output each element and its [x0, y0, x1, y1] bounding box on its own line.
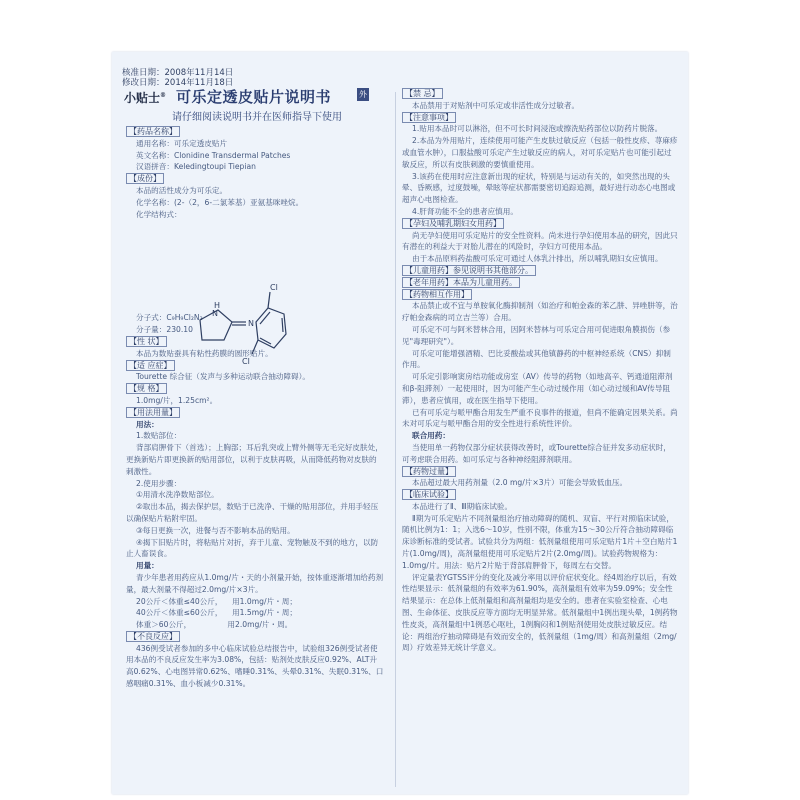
dosage-row: 20公斤＜体重≤40公斤， 用1.0mg/片・周；: [136, 596, 297, 606]
overdose-text: 本品超过最大用药剂量（2.0 mg/片×3片）可能会导致低血压。: [412, 478, 628, 488]
caution-item: 3.该药在使用时应注意新出现的症状，特别是与运动有关的，如突然出现的头晕、昏厥感，过度鼓噪，晕眩等症状都需要密切追踪追测，最好进行动态心电图或超声心电图检查。: [402, 171, 676, 205]
specification-text: 1.0mg/片，1.25cm²。: [136, 395, 218, 405]
left-column: [126, 126, 384, 690]
external-use-badge: 外: [359, 90, 367, 99]
approval-date: 核准日期：2008年11月14日: [122, 68, 234, 78]
composition-text: 本品的活性成分为可乐定。: [136, 185, 228, 195]
aromatic-bond: [282, 318, 283, 332]
revision-date: 修改日期：2014年11月18日: [122, 78, 234, 88]
section-drug-name: 【药品名称】: [126, 126, 384, 138]
adverse-text: 436例受试者参加的多中心临床试验总结报告中，试验组326例受试者使用本品的不良反应发生率为3.08%，包括：贴剂处皮肤反应0.92%、ALT升高0.62%、心电图异常0.62%、嗜睡0.31%、头晕0.31%、失眠0.31%、口感咽痛0.31%、血小板减少0.31%。: [126, 643, 384, 689]
interaction-text: 本品禁止或不宜与单胺氧化酶抑制剂（如治疗和帕金森的苯乙肼、异唑肼等，治疗帕金森病的司立吉兰等）合用。: [402, 301, 678, 323]
usage-step: ①用清水洗净数贴部位。: [136, 490, 219, 500]
section-overdose: 【药物过量】: [402, 466, 678, 478]
section-geriatric: 【老年用药】本品为儿童用药。: [402, 277, 678, 289]
indication-text: Tourette 综合征（发声与多种运动联合抽动障碍）。: [136, 372, 310, 382]
section-clinical-trials: 【临床试验】: [402, 489, 678, 501]
caution-item: 2.本品为外用贴片，连续使用可能产生皮肤过敏反应（包括一般性皮疹、荨麻疹或血管水肿），口服盐酸可乐定产生过敏反应的病人，对可乐定贴片也可能引起过敏反应，所以有皮肤刺激的要慎重使用。: [402, 136, 678, 169]
aromatic-bond: [260, 312, 270, 324]
document-subtitle: 请仔细阅读说明书并在医师指导下使用: [172, 112, 342, 123]
imine-nitrogen-label: N: [248, 319, 254, 328]
pregnancy-text: 由于本品原料药盐酸可乐定可通过人体乳汁排出，所以哺乳期妇女应慎用。: [412, 254, 663, 264]
section-contraindication: 【禁 忌】: [402, 88, 678, 100]
nh-hydrogen-label: H: [214, 301, 221, 310]
structure-label: 化学结构式：: [136, 209, 182, 219]
section-indication: 【适 应症】: [126, 360, 384, 372]
molecular-formula: 分子式：C₉H₉Cl₂N₃: [136, 313, 203, 323]
section-composition: 【成份】: [126, 173, 384, 185]
trial-text: 本品进行了Ⅱ、Ⅲ期临床试验。: [412, 501, 513, 511]
usage-heading: 用法：: [136, 419, 159, 429]
section-appearance: 【性 状】: [126, 336, 384, 348]
usage-step: ③每日更换一次，进餐与否不影响本品的贴用。: [136, 525, 295, 535]
chlorine-bond: [268, 292, 270, 308]
usage-step: 1.数贴部位：: [136, 431, 182, 441]
usage-step: ④揭下旧贴片时，将粘贴片对折，弃于儿童、宠物触及不到的地方，以防止人畜误食。: [126, 537, 379, 559]
chlorine-bond: [252, 340, 258, 354]
right-column: [402, 88, 678, 654]
caution-item: 1.贴用本品时可以淋浴，但不可长时间浸泡或擦洗贴药部位以防药片脱落。: [412, 124, 663, 134]
trial-text: 评定量表YGTSS评分的变化及减分率用以评价症状变化。经4周治疗以后，有效性结果显示：低剂量组的有效率为61.90%，高剂量组有效率为59.09%；安全性结果显示：在总体上低剂量组和高剂量组均是安全的。患者在实验室检查、心电图、生命体征、皮肤反应等方面均无明显异常。低剂量组中1例出现头晕，1例药物性皮炎，高剂量组中1例恶心呕吐，1例胸闷和1例贴剂使用处皮肤过敏反应。结论：两组治疗抽动障碍是有效而安全的，低剂量组（1mg/周）和高剂量组（2mg/周）疗效差异无统计学意义。: [402, 572, 678, 653]
pinyin-name: 汉语拼音：Keledingtoupi Tiepian: [136, 162, 256, 172]
column-divider: [395, 92, 396, 787]
section-specification: 【规 格】: [126, 383, 384, 395]
caution-item: 4.肝肾功能不全的患者应慎用。: [412, 206, 518, 216]
section-pediatric: 【儿童用药】参见说明书其他部分。: [402, 265, 678, 277]
section-cautions: 【注意事项】: [402, 112, 678, 124]
contraindication-text: 本品禁用于对贴剂中可乐定或非活性成分过敏者。: [412, 100, 580, 110]
usage-step: 2.使用步骤：: [136, 478, 182, 488]
ring-nitrogen-label: N: [212, 309, 218, 318]
dosage-heading: 用量：: [136, 561, 159, 571]
brand-name: 小贴士: [124, 91, 161, 105]
chlorine-label-top: Cl: [270, 283, 278, 292]
combination-text: 当使用单一药物仅部分症状获得改善时，或Tourette综合征并发多动症状时，可考虑联合用药。如可乐定与各种神经阻滞剂联用。: [402, 442, 671, 464]
dosage-row: 体重＞60公斤， 用2.0mg/片・周。: [136, 620, 293, 630]
brand-logo: [124, 89, 166, 106]
document-title: 可乐定透皮贴片说明书: [176, 88, 332, 106]
generic-name: 通用名称：可乐定透皮贴片: [136, 138, 228, 148]
english-name: 英文名称：Clonidine Transdermal Patches: [136, 150, 291, 160]
chemical-name: 化学名称：(2-（2，6-二氯苯基）亚氨基咪唑烷。: [136, 197, 304, 207]
usage-step: ②取出本品，揭去保护层，数贴于已洗净、干燥的贴用部位，并用手轻压以确保贴片粘附牢固。: [126, 502, 379, 523]
molecular-weight: 分子量：230.10: [136, 325, 193, 335]
section-adverse: 【不良反应】: [126, 631, 384, 643]
interaction-text: 已有可乐定与哌甲酯合用发生严重不良事件的报道，但尚不能确定因果关系。尚未对可乐定与哌甲酯合用的安全性进行系统性评价。: [402, 407, 678, 429]
section-interactions: 【药物相互作用】: [402, 289, 678, 301]
interaction-text: 可乐定不可与阿米替林合用，因阿米替林与可乐定合用可促进眼角膜损伤（参见"毒理研究"）。: [402, 324, 671, 346]
chemical-structure: [186, 278, 296, 370]
section-usage: 【用法用量】: [126, 407, 384, 419]
pregnancy-text: 尚无孕妇使用可乐定贴片的安全性资料。尚未进行孕妇使用本品的研究，因此只有潜在的利益大于对胎儿潜在的风险时，孕妇方可使用本品。: [402, 230, 678, 252]
chlorine-label-bottom: Cl: [242, 357, 250, 366]
trial-text: Ⅱ期为可乐定贴片不同剂量组治疗抽动障碍的随机、双盲、平行对照临床试验，随机比例为1：1；入选6～10岁，性别不限，体重为15～30公斤符合抽动障碍临床诊断标准的受试者。试验共分为两组：低剂量组使用可乐定贴片1片＋空白贴片1片(1.0mg/周)，高剂量组使用可乐定贴片2片(2.0mg/周)。试验药物规格为：1.0mg/片。用法：贴片2片贴于背部肩胛骨下，每周左右交替。: [402, 513, 678, 570]
dosage-row: 40公斤＜体重≤60公斤， 用1.5mg/片・周；: [136, 608, 297, 618]
interaction-text: 可乐定引影响窦房结功能或房室（AV）传导的药物（如地高辛、钙通道阻滞剂和β-阻滞剂）一起使用时，因为可能产生心动过缓作用（如心动过缓和AV传导阻滞），患者应慎用，或在医生指导下使用。: [402, 372, 673, 405]
interaction-text: 可乐定可能增强酒精、巴比妥酸盐或其他镇静药的中枢神经系统（CNS）抑制作用。: [402, 348, 671, 370]
leaflet-sheet: [112, 52, 688, 794]
usage-step: 背部肩胛骨下（首选）；上胸部；耳后乳突或上臂外侧等无毛完好皮肤处，更换新贴片即更换新的贴用部位，以利于皮肤再吸，从而降低药物对皮肤的刺激性。: [126, 443, 383, 476]
benzene-ring: [256, 308, 286, 348]
section-pregnancy: 【孕妇及哺乳期妇女用药】: [402, 218, 678, 230]
appearance-text: 本品为数贴蚕具有粘性药膜的圆形贴片。: [136, 348, 273, 358]
brand-mark: ®: [160, 92, 167, 99]
dosage-text: 青少年患者用药应从1.0mg/片・天的小剂量开始，按体重逐渐增加给药剂量，最大剂量不得超过2.0mg/片×3片。: [126, 572, 384, 594]
combination-heading: 联合用药：: [412, 431, 450, 441]
